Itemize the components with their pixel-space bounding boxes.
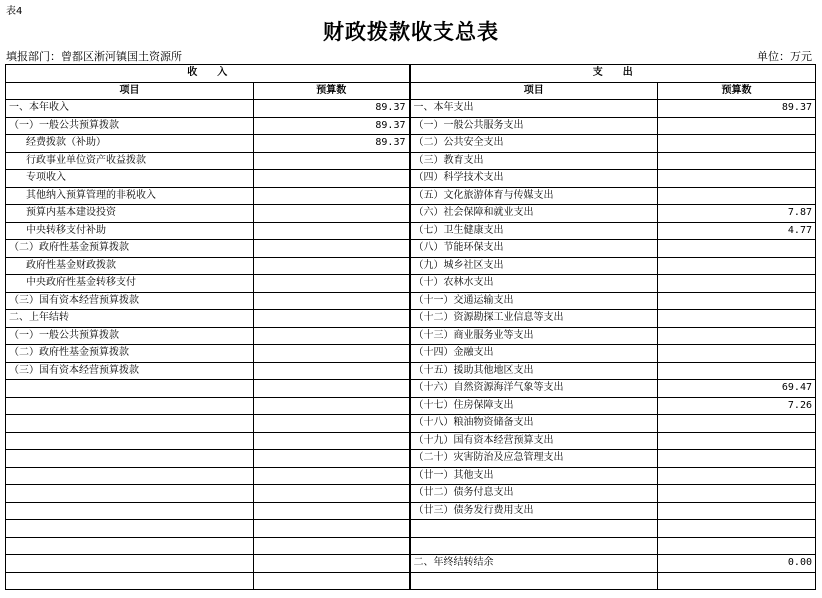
table-row	[6, 240, 816, 258]
expense-item-cell	[410, 537, 658, 555]
expense-value-cell	[658, 485, 816, 503]
income-value-cell	[254, 222, 410, 240]
income-section-header: 收 入	[6, 65, 410, 83]
table-row	[6, 135, 816, 153]
expense-value-cell	[658, 362, 816, 380]
table-row	[6, 345, 816, 363]
expense-value-cell	[658, 152, 816, 170]
table-row	[6, 362, 816, 380]
income-item-cell: 经费拨款（补助）	[6, 135, 254, 153]
expense-value-cell: 4.77	[658, 222, 816, 240]
section-header-row	[6, 65, 816, 83]
income-value-cell: 89.37	[254, 100, 410, 118]
expense-item-cell: （五）文化旅游体育与传媒支出	[410, 187, 658, 205]
expense-item-cell: （十八）粮油物资储备支出	[410, 415, 658, 433]
expense-value-cell	[658, 345, 816, 363]
table-row	[6, 292, 816, 310]
table-row	[6, 450, 816, 468]
income-item-cell: （三）国有资本经营预算拨款	[6, 292, 254, 310]
expense-value-cell	[658, 117, 816, 135]
income-item-cell	[6, 502, 254, 520]
unit-label: 单位：万元	[757, 50, 812, 63]
table-row	[6, 397, 816, 415]
income-value-cell	[254, 257, 410, 275]
table-row	[6, 467, 816, 485]
table-row	[6, 572, 816, 590]
income-budget-header: 预算数	[254, 82, 410, 100]
expense-item-cell: （十六）自然资源海洋气象等支出	[410, 380, 658, 398]
income-value-cell	[254, 345, 410, 363]
table-row	[6, 222, 816, 240]
income-item-cell: （三）国有资本经营预算拨款	[6, 362, 254, 380]
income-item-cell: 一、本年收入	[6, 100, 254, 118]
income-item-cell: （一）一般公共预算拨款	[6, 117, 254, 135]
table-row	[6, 187, 816, 205]
income-item-cell: 中央转移支付补助	[6, 222, 254, 240]
expense-item-cell: （十三）商业服务业等支出	[410, 327, 658, 345]
income-item-cell: （二）政府性基金预算拨款	[6, 345, 254, 363]
expense-value-cell	[658, 572, 816, 590]
income-item-cell	[6, 467, 254, 485]
expense-item-cell	[410, 520, 658, 538]
expense-item-cell: （二十）灾害防治及应急管理支出	[410, 450, 658, 468]
expense-value-cell	[658, 520, 816, 538]
income-value-cell	[254, 450, 410, 468]
income-item-cell	[6, 520, 254, 538]
expense-item-cell: （四）科学技术支出	[410, 170, 658, 188]
expense-value-cell	[658, 187, 816, 205]
expense-item-cell: （七）卫生健康支出	[410, 222, 658, 240]
expense-item-cell: （十五）援助其他地区支出	[410, 362, 658, 380]
income-item-cell: （一）一般公共预算拨款	[6, 327, 254, 345]
income-item-cell	[6, 485, 254, 503]
expense-value-cell	[658, 135, 816, 153]
income-value-cell	[254, 205, 410, 223]
expense-value-cell	[658, 292, 816, 310]
expense-item-cell: 一、本年支出	[410, 100, 658, 118]
table-row	[6, 100, 816, 118]
income-item-cell	[6, 397, 254, 415]
table-row	[6, 152, 816, 170]
income-item-cell	[6, 432, 254, 450]
expense-item-cell: （十二）资源勘探工业信息等支出	[410, 310, 658, 328]
income-item-cell	[6, 450, 254, 468]
income-item-cell	[6, 537, 254, 555]
expense-section-header: 支 出	[410, 65, 816, 83]
income-item-cell	[6, 572, 254, 590]
income-item-cell: 二、上年结转	[6, 310, 254, 328]
income-value-cell	[254, 240, 410, 258]
expense-value-cell: 7.87	[658, 205, 816, 223]
income-value-cell: 89.37	[254, 135, 410, 153]
table-row	[6, 117, 816, 135]
expense-item-cell: 二、年终结转结余	[410, 555, 658, 573]
table-row	[6, 257, 816, 275]
expense-item-cell: （廿二）债务付息支出	[410, 485, 658, 503]
income-item-cell	[6, 380, 254, 398]
income-value-cell	[254, 152, 410, 170]
expense-value-cell: 89.37	[658, 100, 816, 118]
income-value-cell	[254, 572, 410, 590]
table-row	[6, 537, 816, 555]
table-row	[6, 327, 816, 345]
income-value-cell	[254, 397, 410, 415]
expense-item-cell: （廿一）其他支出	[410, 467, 658, 485]
income-item-cell: （二）政府性基金预算拨款	[6, 240, 254, 258]
income-item-cell: 政府性基金财政拨款	[6, 257, 254, 275]
expense-item-cell: （一）一般公共服务支出	[410, 117, 658, 135]
expense-value-cell	[658, 275, 816, 293]
income-value-cell	[254, 520, 410, 538]
fiscal-summary-table	[5, 64, 816, 590]
income-value-cell	[254, 485, 410, 503]
expense-item-cell: （十九）国有资本经营预算支出	[410, 432, 658, 450]
expense-value-cell	[658, 257, 816, 275]
income-item-cell: 其他纳入预算管理的非税收入	[6, 187, 254, 205]
expense-value-cell	[658, 450, 816, 468]
expense-value-cell	[658, 432, 816, 450]
expense-value-cell: 0.00	[658, 555, 816, 573]
expense-value-cell	[658, 240, 816, 258]
income-item-cell	[6, 415, 254, 433]
income-value-cell	[254, 327, 410, 345]
expense-value-cell: 7.26	[658, 397, 816, 415]
table-row	[6, 310, 816, 328]
income-value-cell: 89.37	[254, 117, 410, 135]
expense-value-cell	[658, 537, 816, 555]
expense-item-cell: （六）社会保障和就业支出	[410, 205, 658, 223]
income-item-cell: 行政事业单位资产收益拨款	[6, 152, 254, 170]
expense-item-cell: （十七）住房保障支出	[410, 397, 658, 415]
expense-item-cell	[410, 572, 658, 590]
expense-item-cell: （九）城乡社区支出	[410, 257, 658, 275]
expense-item-cell: （十一）交通运输支出	[410, 292, 658, 310]
income-item-cell: 中央政府性基金转移支付	[6, 275, 254, 293]
income-item-cell	[6, 555, 254, 573]
table-row	[6, 170, 816, 188]
income-value-cell	[254, 537, 410, 555]
expense-value-cell: 69.47	[658, 380, 816, 398]
table-row	[6, 205, 816, 223]
table-number-label: 表4	[6, 6, 23, 17]
expense-value-cell	[658, 327, 816, 345]
income-value-cell	[254, 187, 410, 205]
expense-item-cell: （三）教育支出	[410, 152, 658, 170]
income-value-cell	[254, 432, 410, 450]
expense-value-cell	[658, 310, 816, 328]
income-item-header: 项目	[6, 82, 254, 100]
expense-item-cell: （十）农林水支出	[410, 275, 658, 293]
income-value-cell	[254, 292, 410, 310]
expense-budget-header: 预算数	[658, 82, 816, 100]
table-row	[6, 555, 816, 573]
table-row	[6, 485, 816, 503]
expense-value-cell	[658, 170, 816, 188]
income-value-cell	[254, 310, 410, 328]
income-value-cell	[254, 502, 410, 520]
income-item-cell: 预算内基本建设投资	[6, 205, 254, 223]
expense-value-cell	[658, 415, 816, 433]
income-value-cell	[254, 275, 410, 293]
expense-value-cell	[658, 467, 816, 485]
table-row	[6, 502, 816, 520]
table-row	[6, 520, 816, 538]
expense-item-header: 项目	[410, 82, 658, 100]
table-row	[6, 415, 816, 433]
income-value-cell	[254, 170, 410, 188]
income-value-cell	[254, 555, 410, 573]
expense-item-cell: （八）节能环保支出	[410, 240, 658, 258]
income-item-cell: 专项收入	[6, 170, 254, 188]
income-value-cell	[254, 380, 410, 398]
income-value-cell	[254, 467, 410, 485]
table-row	[6, 380, 816, 398]
income-value-cell	[254, 415, 410, 433]
column-header-row	[6, 82, 816, 100]
expense-item-cell: （十四）金融支出	[410, 345, 658, 363]
table-row	[6, 275, 816, 293]
expense-value-cell	[658, 502, 816, 520]
page-title: 财政拨款收支总表	[323, 19, 499, 44]
reporting-department: 填报部门：曾都区淅河镇国土资源所	[6, 50, 182, 63]
table-row	[6, 432, 816, 450]
expense-item-cell: （二）公共安全支出	[410, 135, 658, 153]
expense-item-cell: （廿三）债务发行费用支出	[410, 502, 658, 520]
income-value-cell	[254, 362, 410, 380]
